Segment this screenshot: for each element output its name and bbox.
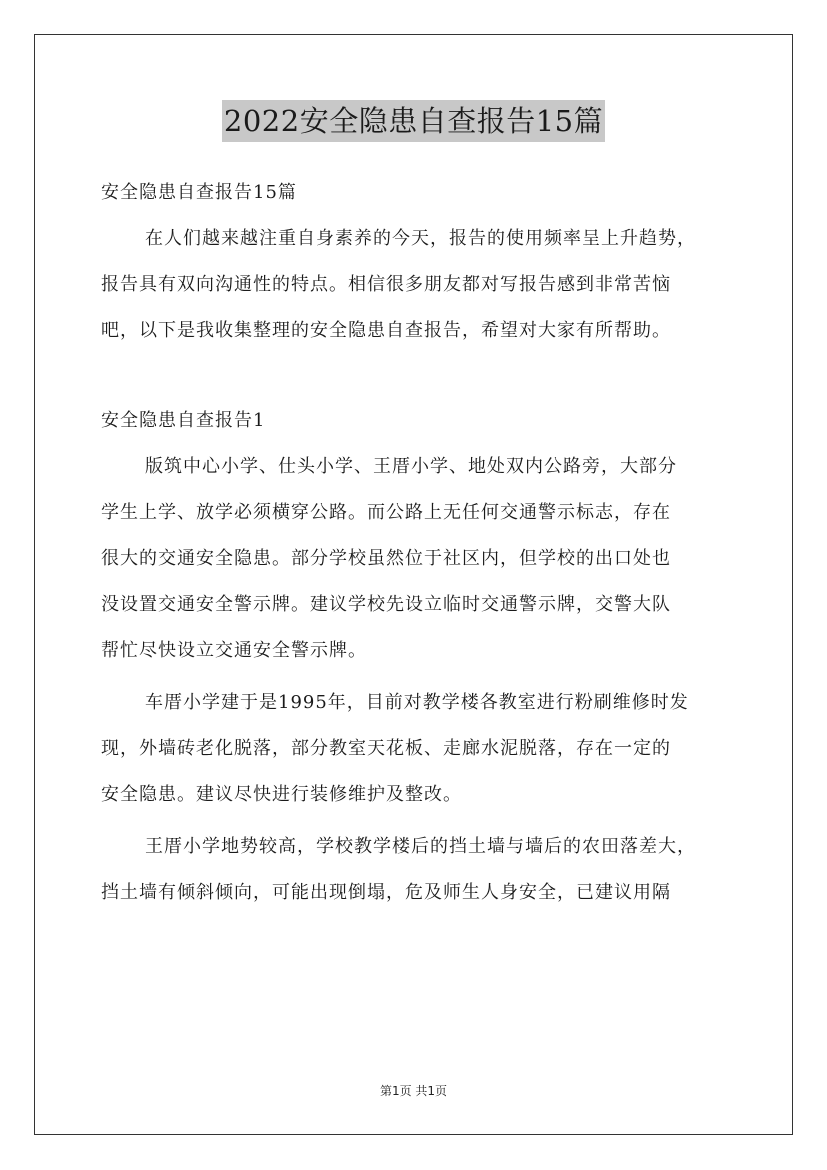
section-gap	[101, 354, 741, 398]
intro-line: 报告具有双向沟通性的特点。相信很多朋友都对写报告感到非常苦恼	[101, 274, 671, 295]
page-footer: 第1页 共1页	[379, 1084, 448, 1098]
paragraph3-line: 挡土墙有倾斜倾向，可能出现倒塌，危及师生人身安全，已建议用隔	[101, 882, 671, 903]
paragraph1-line: 学生上学、放学必须横穿公路。而公路上无任何交通警示标志，存在	[101, 502, 671, 523]
paragraph1-line: 很大的交通安全隐患。部分学校虽然位于社区内，但学校的出口处也	[101, 548, 671, 569]
intro-line: 吧，以下是我收集整理的安全隐患自查报告，希望对大家有所帮助。	[101, 320, 671, 341]
intro-line: 在人们越来越注重自身素养的今天，报告的使用频率呈上升趋势，	[145, 228, 696, 249]
paragraph1-line: 版筑中心小学、仕头小学、王厝小学、地处双内公路旁，大部分	[145, 456, 677, 477]
document-body	[101, 170, 741, 916]
section-heading: 安全隐患自查报告1	[101, 410, 266, 431]
document-subtitle: 安全隐患自查报告15篇	[101, 182, 297, 203]
paragraph1-line: 没设置交通安全警示牌。建议学校先设立临时交通警示牌，交警大队	[101, 594, 671, 615]
paragraph2-line: 安全隐患。建议尽快进行装修维护及整改。	[101, 784, 462, 805]
paragraph1-line: 帮忙尽快设立交通安全警示牌。	[101, 640, 367, 661]
paragraph3-line: 王厝小学地势较高，学校教学楼后的挡土墙与墙后的农田落差大，	[145, 836, 696, 857]
paragraph2-line: 现，外墙砖老化脱落，部分教室天花板、走廊水泥脱落，存在一定的	[101, 738, 671, 759]
document-title: 2022安全隐患自查报告15篇	[222, 100, 605, 142]
paragraph2-line: 车厝小学建于是1995年，目前对教学楼各教室进行粉刷维修时发	[145, 692, 689, 713]
title-container	[0, 100, 827, 142]
